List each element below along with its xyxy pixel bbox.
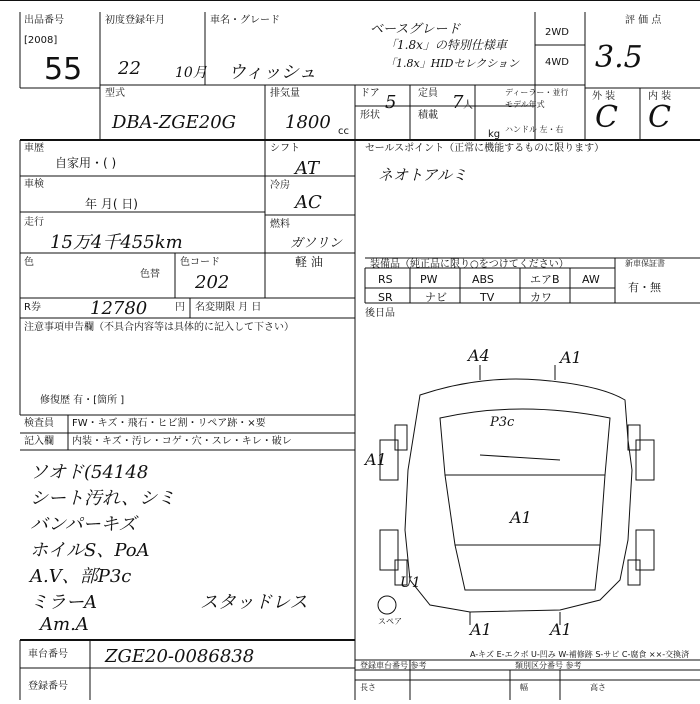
ac: AC bbox=[295, 192, 322, 213]
model-name: ウィッシュ bbox=[228, 62, 317, 83]
mark-u1: U1 bbox=[400, 575, 421, 591]
interior-checks: 内装・キズ・汚レ・コゲ・穴・スレ・キレ・破レ bbox=[72, 436, 292, 447]
r-ticket-label: R券 bbox=[24, 302, 41, 313]
new-car-warranty-label: 新車保証書 bbox=[625, 259, 665, 268]
shift: AT bbox=[295, 158, 320, 179]
width-label: 幅 bbox=[520, 683, 528, 692]
eq-abs: ABS bbox=[472, 273, 494, 286]
diesel-label: 軽 油 bbox=[295, 255, 323, 269]
mileage: 15万4千455km bbox=[50, 232, 183, 253]
registration-label: 登録番号 bbox=[28, 681, 68, 692]
mileage-label: 走行 bbox=[24, 217, 44, 228]
inspection-value: 年 月( 日) bbox=[85, 197, 138, 211]
load-label: 積載 bbox=[418, 110, 438, 121]
shift-label: シフト bbox=[270, 143, 300, 154]
mark-a1-top: A1 bbox=[560, 348, 582, 367]
chassis-label: 車台番号 bbox=[28, 649, 68, 660]
doors-label: ドア bbox=[360, 88, 380, 99]
dealer-label: ディーラー・並行 bbox=[505, 88, 569, 97]
score-value: 3.5 bbox=[595, 40, 643, 75]
ac-label: 冷房 bbox=[270, 180, 290, 191]
reg-year: 22 bbox=[118, 58, 141, 79]
model-grade-label: 車名・グレード bbox=[210, 15, 280, 26]
color-code: 202 bbox=[195, 272, 230, 293]
drive-4wd: 4WD bbox=[545, 57, 569, 68]
exterior-label: 外 装 bbox=[592, 91, 616, 102]
eq-rs: RS bbox=[378, 273, 393, 286]
grade-line-1: ベースグレード bbox=[370, 22, 461, 37]
lot-number: 55 bbox=[44, 52, 83, 87]
color-no-label: 色替 bbox=[140, 269, 160, 280]
warranty-value: 有・無 bbox=[628, 281, 661, 294]
inspection-label: 車検 bbox=[24, 179, 44, 190]
grade-line-3: 「1.8x」HIDセレクション bbox=[385, 57, 520, 70]
fuel: ガソリン bbox=[290, 236, 343, 251]
color-label: 色 bbox=[24, 257, 34, 268]
note-6: ミラーA bbox=[30, 592, 97, 613]
model-year-label: モデル年式 bbox=[505, 100, 545, 109]
interior-grade: C bbox=[648, 100, 671, 135]
exterior-checks: FW・キズ・飛石・ヒビ割・リペア跡・×要 bbox=[72, 418, 266, 429]
score-label: 評 価 点 bbox=[625, 15, 662, 26]
mark-a1-left: A1 bbox=[365, 450, 387, 469]
yen-unit: 円 bbox=[175, 302, 185, 313]
eq-sr: SR bbox=[378, 291, 393, 304]
interior-label: 内 装 bbox=[648, 91, 672, 102]
color-code-label: 色コード bbox=[180, 257, 220, 268]
note-1: ソオド(54148 bbox=[30, 462, 149, 483]
r-ticket: 12780 bbox=[90, 298, 148, 319]
usage-label: 車歴 bbox=[24, 143, 44, 154]
lot-number-label: 出品番号 bbox=[24, 15, 64, 26]
eq-aw: AW bbox=[582, 273, 600, 286]
model-code: DBA-ZGE20G bbox=[112, 112, 237, 133]
sales-point-label: セールスポイント（正常に機能するものに限ります） bbox=[365, 143, 605, 154]
mark-a1-bottom-right: A1 bbox=[550, 620, 572, 639]
note-4: ホイルS、PoA bbox=[30, 540, 150, 561]
eq-leather: カワ bbox=[530, 291, 552, 304]
note-5: A.V、部P3c bbox=[30, 566, 132, 587]
body-shape-label: 形状 bbox=[360, 110, 380, 121]
doors: 5 bbox=[385, 92, 397, 113]
length-label: 長さ bbox=[360, 683, 376, 692]
eq-airbag: エアB bbox=[530, 273, 560, 286]
eq-tv: TV bbox=[480, 291, 495, 304]
equipment-label: 装備品（純正品に限り○をつけてください） bbox=[370, 259, 569, 270]
name-change-label: 名変期限 月 日 bbox=[195, 302, 262, 313]
note-2: シート汚れ、シミ bbox=[30, 488, 176, 509]
post-fit-label: 後日品 bbox=[365, 308, 395, 319]
eq-pw: PW bbox=[420, 273, 438, 286]
model-code-label: 型式 bbox=[105, 88, 125, 99]
mark-a1-center: A1 bbox=[510, 508, 532, 527]
mark-a4: A4 bbox=[468, 346, 490, 365]
eq-navi: ナビ bbox=[425, 291, 447, 304]
usage-value: 自家用・( ) bbox=[55, 156, 117, 170]
mark-a1-bottom-left: A1 bbox=[470, 620, 492, 639]
drive-2wd: 2WD bbox=[545, 27, 569, 38]
registration-ref-label: 登録車台番号 参考 bbox=[360, 661, 427, 670]
mark-p3c: P3c bbox=[490, 415, 515, 430]
classification-ref-label: 類別区分番号 参考 bbox=[515, 661, 582, 670]
height-label: 高さ bbox=[590, 683, 606, 692]
chassis-number: ZGE20-0086838 bbox=[105, 646, 255, 667]
note-7: Am.A bbox=[40, 614, 89, 635]
spare-label: スペア bbox=[378, 617, 402, 626]
inspector-label: 検査員 bbox=[24, 418, 54, 429]
notes-label: 注意事項申告欄（不具合内容等は具体的に記入して下さい） bbox=[24, 322, 294, 333]
displacement-label: 排気量 bbox=[270, 88, 300, 99]
legend-text: A-キズ E-エクボ U-凹み W-補修跡 S-サビ C-腐食 ××-交換済 bbox=[470, 650, 690, 659]
first-reg-label: 初度登録年月 bbox=[105, 15, 165, 26]
cc-unit: cc bbox=[338, 126, 349, 137]
displacement: 1800 bbox=[285, 112, 331, 133]
capacity-unit: 人 bbox=[463, 100, 473, 111]
capacity-label: 定員 bbox=[418, 88, 438, 99]
entry-label: 記入欄 bbox=[24, 436, 54, 447]
exterior-grade: C bbox=[595, 100, 618, 135]
capacity: 7 bbox=[452, 92, 464, 113]
sales-point: ネオトアルミ bbox=[378, 166, 467, 184]
kg-unit: kg bbox=[488, 129, 501, 140]
fuel-label: 燃料 bbox=[270, 219, 290, 230]
repair-history-label: 修復歴 有・[箇所 ] bbox=[40, 395, 125, 406]
grade-line-2: 「1.8x」の特別仕様車 bbox=[385, 38, 507, 52]
year-code: [2008] bbox=[24, 35, 58, 46]
note-3: バンパーキズ bbox=[30, 514, 137, 535]
handle-label: ハンドル 左・右 bbox=[505, 125, 564, 134]
reg-month: 10月 bbox=[175, 65, 207, 81]
note-8: スタッドレス bbox=[200, 592, 308, 613]
